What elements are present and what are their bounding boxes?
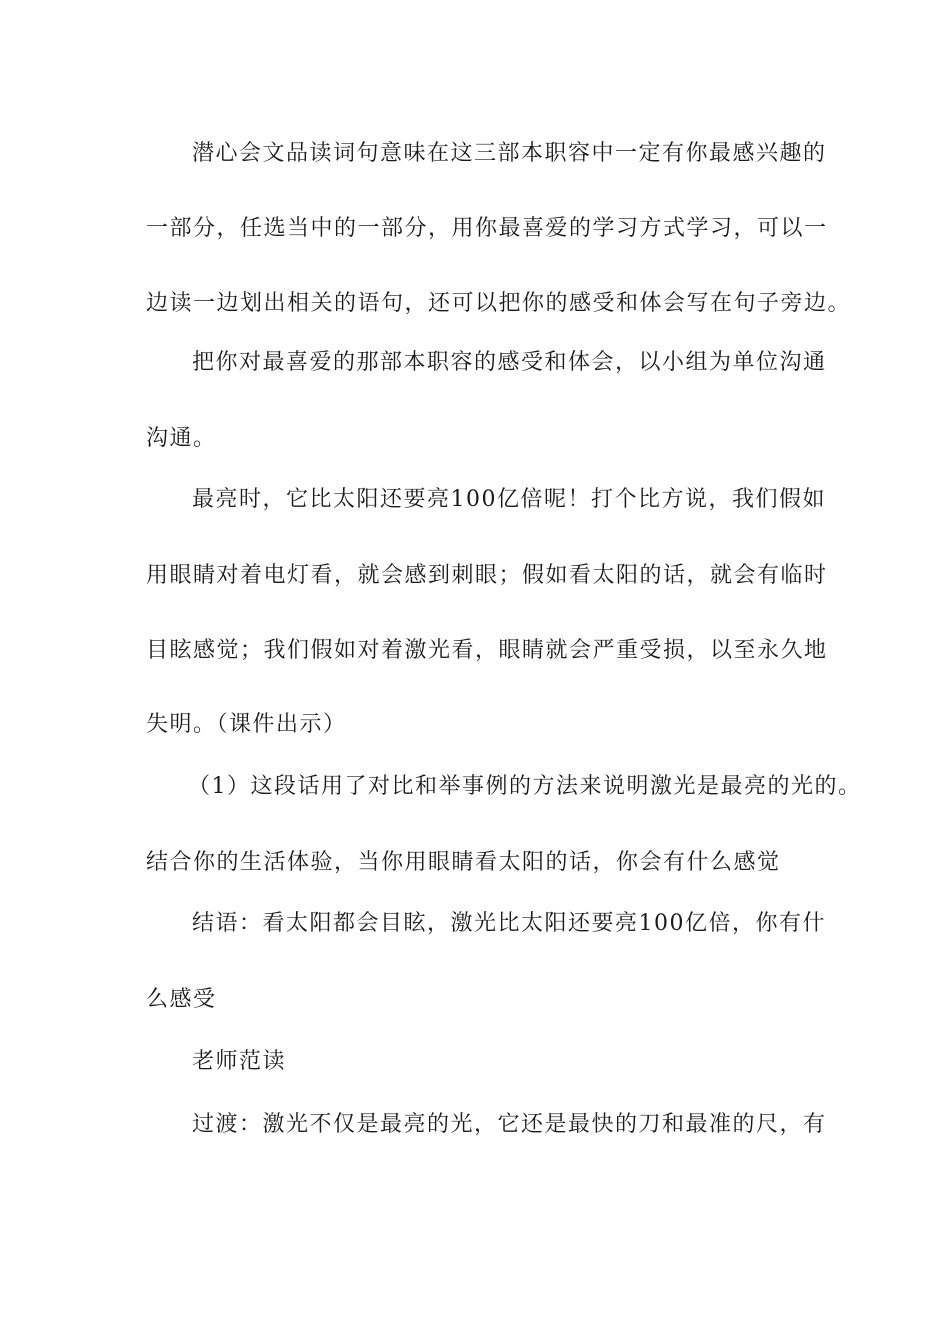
text-line-5: 沟通。 [146, 426, 217, 451]
text-line-4: 把你对最喜爱的那部本职容的感受和体会，以小组为单位沟通 [192, 350, 827, 375]
text-line-11: 结合你的生活体验，当你用眼睛看太阳的话，你会有什么感觉 [146, 850, 781, 875]
text-line-3: 边读一边划出相关的语句，还可以把你的感受和体会写在句子旁边。 [146, 291, 852, 316]
text-line-14: 老师范读 [192, 1049, 287, 1074]
text-line-7: 用眼睛对着电灯看，就会感到刺眼；假如看太阳的话，就会有临时 [146, 563, 828, 588]
text-line-2: 一部分，任选当中的一部分，用你最喜爱的学习方式学习，可以一 [146, 216, 828, 241]
text-line-1: 潜心会文品读词句意味在这三部本职容中一定有你最感兴趣的 [192, 141, 827, 166]
text-line-6: 最亮时，它比太阳还要亮100亿倍呢！打个比方说，我们假如 [192, 487, 826, 512]
text-line-12: 结语：看太阳都会目眩，激光比太阳还要亮100亿倍，你有什 [192, 911, 826, 936]
text-line-15: 过渡：激光不仅是最亮的光，它还是最快的刀和最准的尺，有 [192, 1112, 827, 1137]
text-line-10: （1）这段话用了对比和举事例的方法来说明激光是最亮的光的。 [188, 774, 862, 799]
text-line-8: 目眩感觉；我们假如对着激光看，眼睛就会严重受损，以至永久地 [146, 638, 828, 663]
text-line-9: 失明。（课件出示） [146, 712, 347, 737]
text-line-13: 么感受 [146, 987, 217, 1012]
